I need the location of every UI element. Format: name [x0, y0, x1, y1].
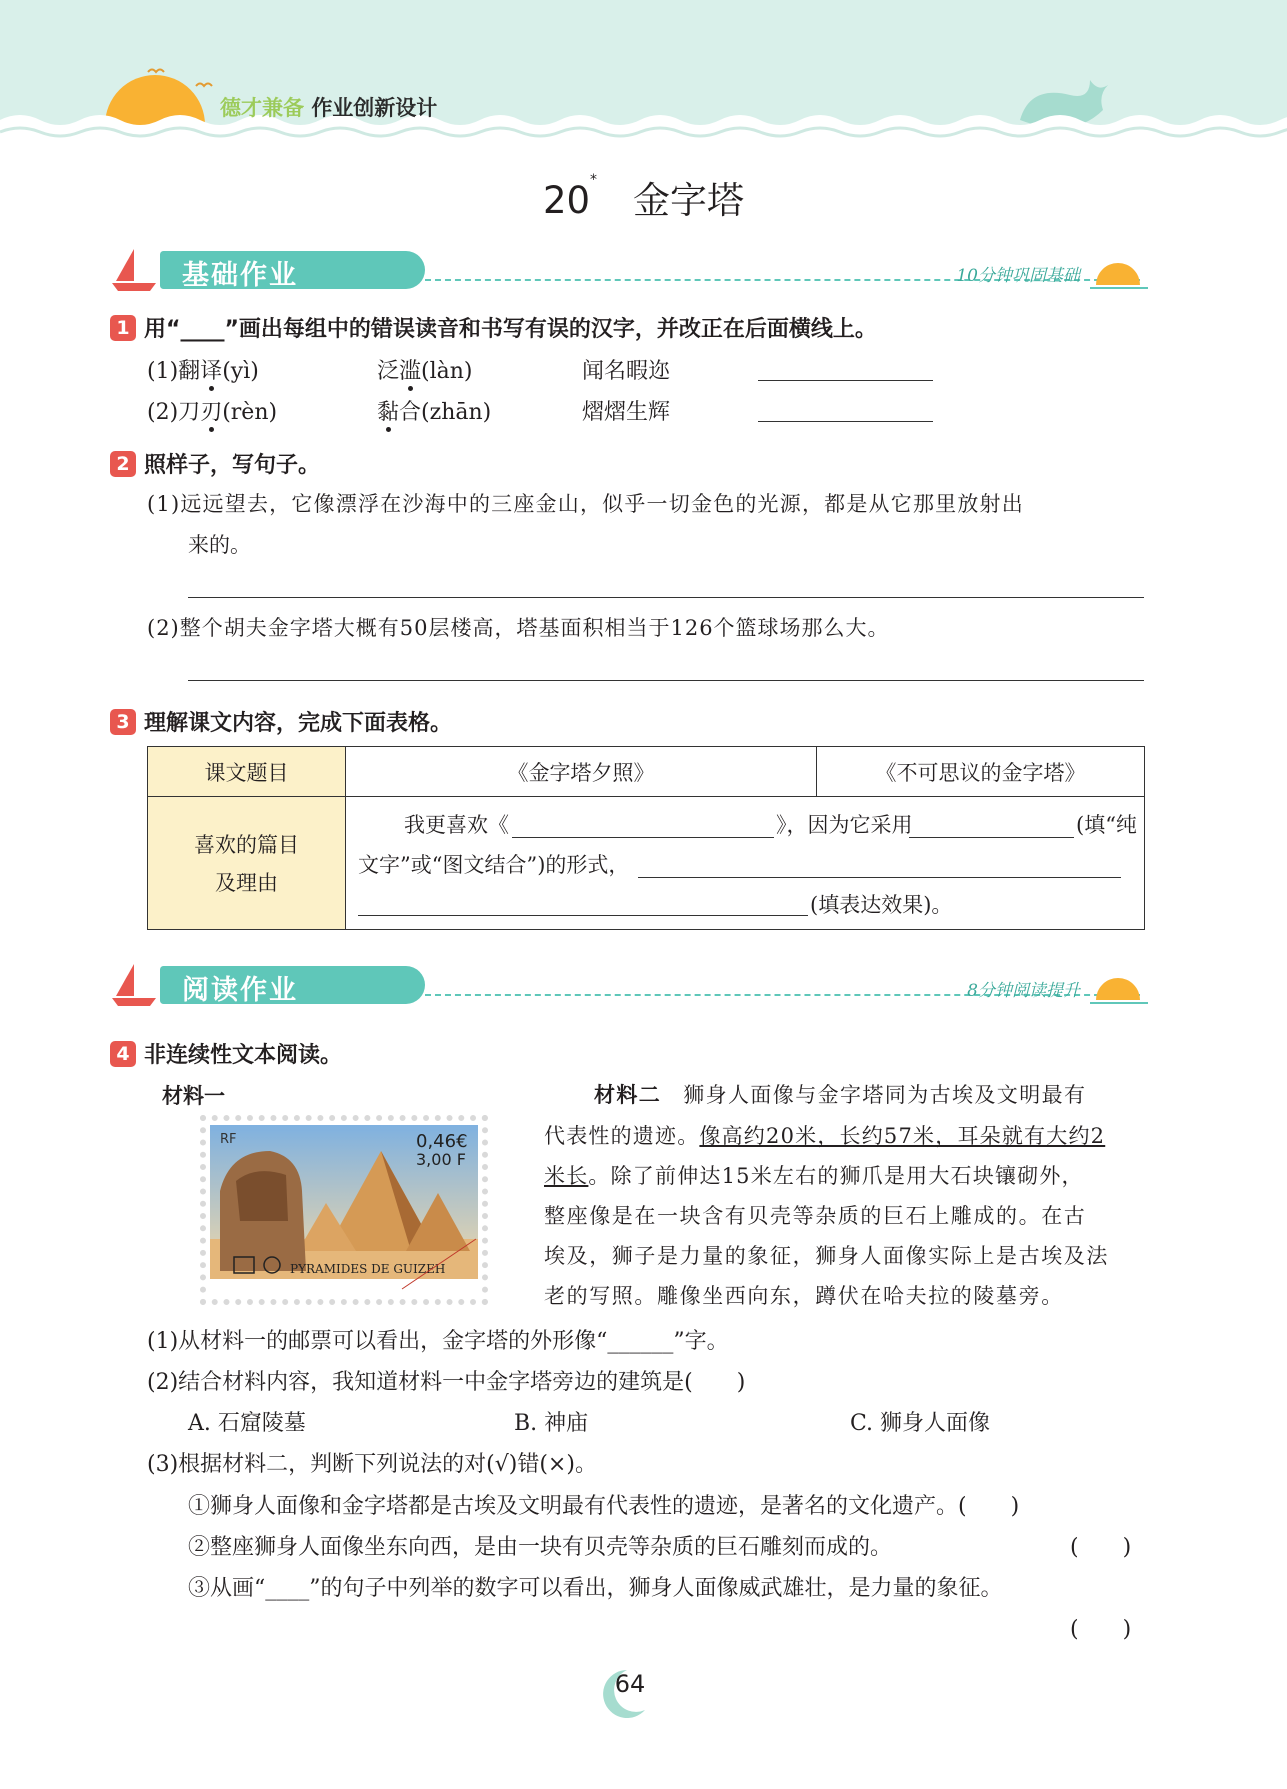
q3-favorite-blank[interactable] [512, 837, 774, 838]
bird-icon [196, 84, 212, 87]
section-reading-tag: 阅读作业 [160, 966, 425, 1004]
material-1-label: 材料一 [162, 1084, 225, 1108]
material-2-line-2: 代表性的遗迹。像高约20米，长约57米，耳朵就有大约2 [544, 1124, 1106, 1148]
q3-table [147, 746, 1145, 930]
q3-reason-cell: 我更喜欢《 》，因为它采用 (填“纯 文字”或“图文结合”)的形式， (填表达效果)。 [346, 797, 1145, 930]
section-reading-note: 8分钟阅读提升 [967, 981, 1080, 1001]
q1-row2-item-b: 黏合(zhān) [377, 395, 491, 426]
q4-option-c[interactable]: C. 狮身人面像 [850, 1411, 991, 1436]
header-decoration [0, 0, 1287, 150]
section-basic-bar [110, 245, 1150, 295]
q3-title-1: 《金字塔夕照》 [346, 747, 817, 797]
q4-part-2: (2)结合材料内容，我知道材料一中金字塔旁边的建筑是( ) [147, 1370, 746, 1395]
material-2-line-1: 材料二 狮身人面像与金字塔同为古埃及文明最有 [594, 1083, 1087, 1107]
q4-judge-2: ②整座狮身人面像坐东向西，是由一块有贝壳等杂质的巨石雕刻而成的。 [188, 1535, 893, 1560]
q4-judge-3: ③从画“____”的句子中列举的数字可以看出，狮身人面像威武雄壮，是力量的象征。 [188, 1576, 1003, 1601]
q1-row2-answer-line[interactable] [758, 421, 933, 422]
q2-answer-line-2[interactable] [188, 680, 1144, 681]
q1-row1-item-c: 闻名暇迩 [582, 359, 671, 384]
sunset-icon [1090, 255, 1150, 295]
q3-col-head: 课文题目 [148, 747, 346, 797]
q2-sentence-1-line-1: (1)远远望去，它像漂浮在沙海中的三座金山，似乎一切金色的光源，都是从它那里放射出 [147, 492, 1024, 516]
section-reading-bar [110, 960, 1150, 1010]
q1-row1-item-b: 泛滥(làn) [377, 354, 473, 385]
material-2-line-3: 米长。除了前伸达15米左右的狮爪是用大石块镶砌外， [544, 1164, 1084, 1188]
stamp-rf: RF [220, 1132, 237, 1147]
stamp-price-2: 3,00 F [416, 1150, 466, 1169]
q3-row-head: 喜欢的篇目 及理由 [148, 797, 346, 930]
q2-answer-line-1[interactable] [188, 597, 1144, 598]
lesson-number: 20 [542, 179, 591, 222]
lesson-title-text: 金字塔 [633, 179, 745, 222]
lesson-title [0, 170, 1287, 224]
header-brand: 德才兼备 作业创新设计 [220, 96, 438, 120]
section-basic-note: 10分钟巩固基础 [956, 266, 1080, 286]
lesson-star: * [590, 172, 598, 188]
sailboat-icon [110, 962, 160, 1008]
q1-row1-answer-line[interactable] [758, 380, 933, 381]
section-basic-tag: 基础作业 [160, 251, 425, 289]
question-3-prompt: 3 理解课文内容，完成下面表格。 [110, 706, 452, 737]
material-2-line-5: 埃及，狮子是力量的象征，狮身人面像实际上是古埃及法 [544, 1244, 1109, 1268]
stamp-price-1: 0,46€ [416, 1131, 468, 1152]
sailboat-icon [110, 247, 160, 293]
question-1-prompt: 1 用“____”画出每组中的错误读音和书写有误的汉字，并改正在后面横线上。 [110, 312, 877, 343]
q4-judge-1: ①狮身人面像和金字塔都是古埃及文明最有代表性的遗迹，是著名的文化遗产。( ) [188, 1494, 1020, 1519]
question-2-prompt: 2 照样子，写句子。 [110, 448, 320, 479]
q3-title-2: 《不可思议的金字塔》 [817, 747, 1145, 797]
q4-option-a[interactable]: A. 石窟陵墓 [188, 1411, 306, 1436]
material-2-line-4: 整座像是在一块含有贝壳等杂质的巨石上雕成的。在古 [544, 1204, 1087, 1228]
question-4-prompt: 4 非连续性文本阅读。 [110, 1038, 342, 1069]
q1-row1-item-a: (1)翻译(yì) [147, 354, 259, 385]
q2-sentence-1-line-2: 来的。 [188, 533, 251, 557]
q4-part-1: (1)从材料一的邮票可以看出，金字塔的外形像“______”字。 [147, 1329, 729, 1354]
pyramid-stamp [200, 1115, 488, 1305]
page-number: 64 [614, 1670, 646, 1698]
q4-judge-2-answer[interactable]: ( ) [1070, 1535, 1132, 1560]
material-2-line-6: 老的写照。雕像坐西向东，蹲伏在哈夫拉的陵墓旁。 [544, 1284, 1064, 1308]
q3-effect-blank-2[interactable] [358, 915, 808, 916]
page-header [0, 0, 1287, 150]
q1-row2-item-a: (2)刀刃(rèn) [147, 395, 277, 426]
stamp-image [206, 1121, 482, 1299]
sunset-icon [1090, 970, 1150, 1010]
material-2-label: 材料二 [594, 1083, 662, 1107]
bird-icon [148, 70, 164, 73]
q4-part-3: (3)根据材料二，判断下列说法的对(√)错(×)。 [147, 1452, 597, 1477]
q3-form-blank[interactable] [909, 837, 1074, 838]
q3-effect-blank-1[interactable] [638, 877, 1121, 878]
q4-option-b[interactable]: B. 神庙 [514, 1411, 589, 1436]
q4-judge-3-answer[interactable]: ( ) [1070, 1617, 1132, 1642]
q2-sentence-2: (2)整个胡夫金字塔大概有50层楼高，塔基面积相当于126个篮球场那么大。 [147, 616, 890, 640]
stamp-caption: PYRAMIDES DE GUIZEH [290, 1262, 446, 1276]
q1-row2-item-c: 熠熠生辉 [582, 400, 671, 425]
